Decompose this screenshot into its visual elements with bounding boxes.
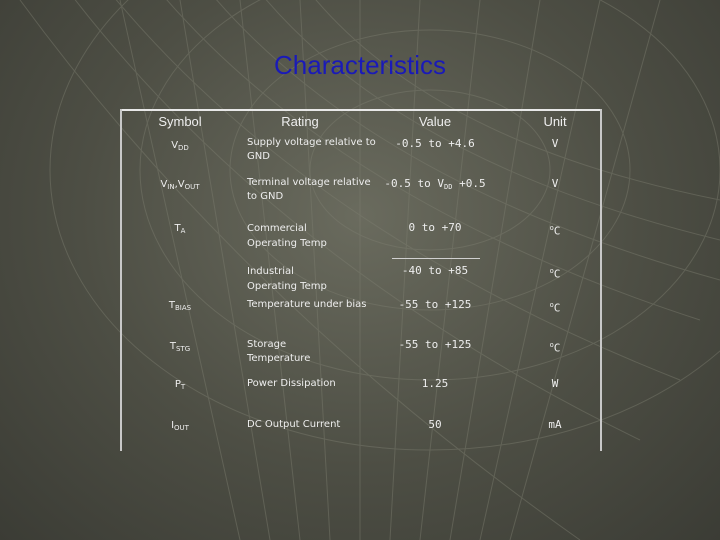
header-symbol: Symbol [158, 114, 202, 129]
unit-cell: mA [548, 418, 562, 431]
unit-cell: W [551, 377, 559, 390]
rating-cell: Supply voltage relative to GND [247, 137, 376, 162]
value-cell: -0.5 to +4.6 [395, 137, 475, 150]
rating-cell: Storage Temperature [247, 339, 311, 364]
value-cell: 0 to +70 [408, 221, 462, 234]
unit-cell: $^o$C [549, 267, 561, 281]
symbol-cell: $V_{DD}$ [171, 140, 189, 152]
value-cell: -40 to +85 [401, 264, 469, 277]
value-cell: -55 to +125 [398, 298, 472, 311]
rating-cell: Industrial Operating Temp [247, 266, 327, 292]
symbol-cell: $P_T$ [174, 379, 186, 391]
symbol-cell: $T_{BIAS}$ [168, 300, 192, 312]
value-cell: -55 to +125 [398, 338, 472, 351]
rating-cell: Power Dissipation [247, 378, 336, 389]
table-left-border [120, 109, 122, 451]
rating-cell: Temperature under bias [247, 299, 367, 310]
unit-cell: V [551, 137, 559, 150]
symbol-cell: $I_{OUT}$ [171, 420, 189, 432]
symbol-cell: $T_A$ [174, 223, 186, 235]
rating-cell: Terminal voltage relative to GND [247, 177, 371, 202]
unit-cell: $^o$C [549, 224, 561, 238]
page-title: Characteristics [274, 50, 446, 80]
unit-cell: V [551, 177, 559, 190]
value-cell: 50 [428, 418, 442, 431]
temp-row-divider [392, 258, 480, 259]
symbol-cell: $T_{STG}$ [169, 341, 191, 353]
unit-cell: $^o$C [549, 341, 561, 355]
value-cell: 1.25 [421, 377, 449, 390]
unit-cell: $^o$C [549, 301, 561, 315]
table-right-border [600, 109, 602, 451]
table-top-border [120, 109, 600, 111]
header-value: Value [418, 114, 452, 129]
rating-cell: DC Output Current [247, 419, 341, 430]
rating-cell: Commercial Operating Temp [247, 223, 327, 249]
symbol-cell: $V_{IN},V_{OUT}$ [160, 179, 200, 191]
header-unit: Unit [543, 114, 567, 129]
header-rating: Rating [281, 114, 319, 129]
value-cell: -0.5 to $V_{DD} +0.5$ [384, 177, 486, 191]
